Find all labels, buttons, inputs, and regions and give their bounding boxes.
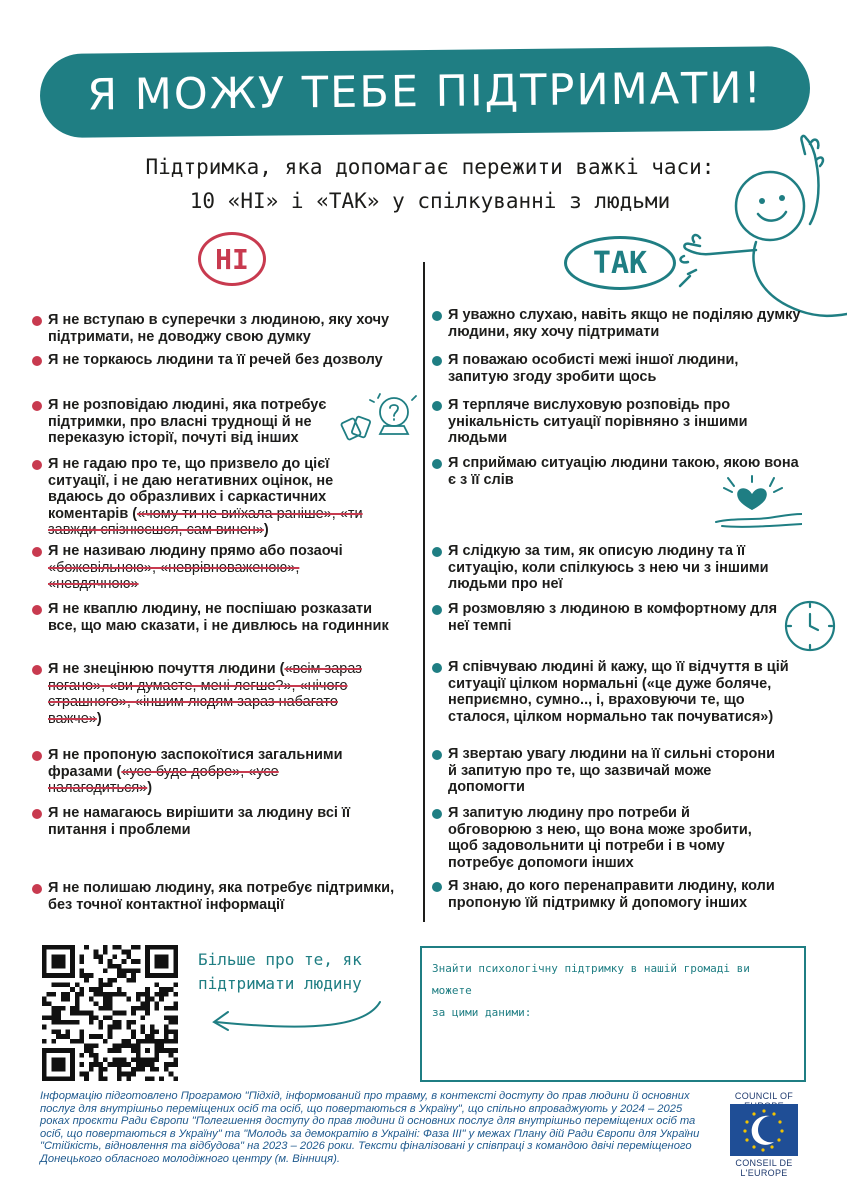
no-item-struck-text: «божевільною», «неврівноваженою», «невдячною» <box>48 559 300 592</box>
yes-item <box>432 397 782 447</box>
more-info-line-1: Більше про те, як <box>198 950 362 969</box>
subtitle-line-2: 10 «НІ» і «ТАК» у спілкуванні з людьми <box>189 189 671 213</box>
no-item-tail: ) <box>263 522 269 538</box>
yes-item-text: Я розмовляю з людиною в комфортному для неї темпі <box>448 601 778 634</box>
yes-item-text: Я поважаю особисті межі іншої людини, запитую згоду зробити щось <box>448 352 739 385</box>
contact-info-box <box>420 946 806 1082</box>
yes-item-text: Я запитую людину про потреби й обговорюю з нею, що вона може зробити, щоб задовольнити ці потреби і в чому потребує допомоги інших <box>448 805 752 871</box>
yes-label: ТАК <box>592 245 648 281</box>
subtitle-line-1: Підтримка, яка допомагає пережити важкі часи: <box>145 155 715 179</box>
waving-person-illustration <box>670 126 847 326</box>
title-banner <box>40 46 811 138</box>
more-info-text <box>198 948 378 996</box>
no-item-text: Я не пропоную заспокоїтися загальними фразами ( <box>48 747 343 780</box>
no-item-text: Я не кваплю людину, не поспішаю розказати все, що маю сказати, і не дивлюсь на годинник <box>48 601 389 634</box>
yes-item <box>432 352 782 385</box>
yes-item-text: Я терпляче вислуховую розповідь про унікальність ситуації порівняно з іншими людьми <box>448 397 748 446</box>
yes-item <box>432 601 782 634</box>
more-info-line-2: підтримати людину <box>198 974 362 993</box>
no-item <box>32 456 384 539</box>
yes-item <box>432 805 777 871</box>
no-item <box>32 601 394 634</box>
no-item-struck-text: «усе буде добре», «усе налагодиться» <box>48 763 279 796</box>
no-item-struck-text: «всім зараз погано», «ви думаєте, мені легше?», «нічого страшного», «іншим людям зараз набагато важче» <box>48 661 362 727</box>
yes-item-text: Я співчуваю людині й кажу, що її відчуття в цій ситуації цілком нормальні («це дуже боляче, неприємно, сумно.., і, враховуючи те, що сталося, цілком нормально так почуватися») <box>448 659 789 725</box>
yes-item <box>432 878 782 911</box>
no-item-text: Я не полишаю людину, яка потребує підтримки, без точної контактної інформації <box>48 880 395 913</box>
yes-item-text: Я знаю, до кого перенаправити людину, коли пропоную їй підтримку й допомогу інших <box>448 878 775 911</box>
no-item-tail: ) <box>147 780 153 796</box>
arrow-icon <box>196 1000 386 1040</box>
yes-item <box>432 659 807 725</box>
no-label: НІ <box>215 242 249 276</box>
yes-item <box>432 307 802 340</box>
page-title: Я МОЖУ ТЕБЕ ПІДТРИМАТИ! <box>86 63 764 121</box>
no-item <box>32 880 397 913</box>
no-item-text: Я не називаю людину прямо або позаочі <box>48 543 343 559</box>
no-item <box>32 397 362 447</box>
footer-disclaimer: Інформацію підготовлено Програмою "Підхід, інформований про травму, в контексті доступу до прав людини й основних послуг для внутрішньо переміщених осіб та осіб, що повертаються в Україну", що спільно впроваджують у 2024 – 2025 роках проєкти Ради Європи "Полегшення доступу до прав людини й основних послуг для внутрішньо переміщених осіб та осіб, що повертаються в Україну" та "Молодь за демократію в Україні: Фаза III" у межах Плану дій Ради Європи для України "Стійкість, відновлення та відбудова" на 2023 – 2026 роки. Тексти фіналізовані у співпраці з командою двічі переміщеного Донецького обласного молодіжного центру (м. Вінниця). <box>40 1090 700 1165</box>
yes-item <box>432 543 787 593</box>
no-item-text: Я не знецінюю почуття людини ( <box>48 661 285 677</box>
no-item-tail: ) <box>96 710 102 727</box>
yes-item-text: Я слідкую за тим, як описую людину та її ситуацію, коли спілкуюсь з нею чи з іншими людьми про неї <box>448 543 769 592</box>
crystal-ball-icon <box>338 390 418 446</box>
column-divider <box>423 262 425 922</box>
contact-line-1: Знайти психологічну підтримку в нашій громаді ви можете <box>432 962 750 997</box>
no-item-text: Я не розповідаю людині, яка потребує підтримки, про власні труднощі й не переказую історії, почуті від інших <box>48 397 327 446</box>
yes-label-badge <box>564 236 676 290</box>
council-of-europe-logo <box>730 1104 798 1156</box>
no-item-struck-text: «чому ти не виїхала раніше», «ти завжди спізнюєшся, сам винен» <box>48 505 363 538</box>
no-item <box>32 661 387 727</box>
no-item-text: Я не вступаю в суперечки з людиною, яку хочу підтримати, не доводжу свою думку <box>48 312 390 345</box>
no-item <box>32 352 404 369</box>
yes-item <box>432 746 777 796</box>
no-label-badge <box>198 232 266 286</box>
heart-hand-icon <box>712 474 802 534</box>
no-item-text: Я не торкаюсь людини та її речей без дозволу <box>48 352 383 368</box>
qr-code[interactable] <box>42 945 178 1081</box>
no-item-text: Я не намагаюсь вирішити за людину всі її питання і проблеми <box>48 805 351 838</box>
no-item <box>32 312 404 345</box>
yes-item-text: Я сприймаю ситуацію людини такою, якою вона є з її слів <box>448 455 799 488</box>
contact-line-2: за цими даними: <box>432 1006 532 1019</box>
clock-icon <box>782 598 838 654</box>
yes-item-text: Я уважно слухаю, навіть якщо не поділяю думку людини, яку хочу підтримати <box>448 307 801 340</box>
no-item <box>32 747 382 797</box>
coe-name-fr: CONSEIL DE L'EUROPE <box>735 1158 793 1178</box>
no-item-text: Я не гадаю про те, що призвело до цієї ситуації, і не даю негативних оцінок, не вдаюсь до образливих і саркастичних коментарів ( <box>48 456 334 522</box>
yes-item-text: Я звертаю увагу людини на її сильні сторони й запитую про те, що зазвичай може допомогти <box>448 746 776 795</box>
coe-name-en: COUNCIL OF <box>734 1091 794 1101</box>
no-item <box>32 543 382 593</box>
no-item <box>32 805 382 838</box>
